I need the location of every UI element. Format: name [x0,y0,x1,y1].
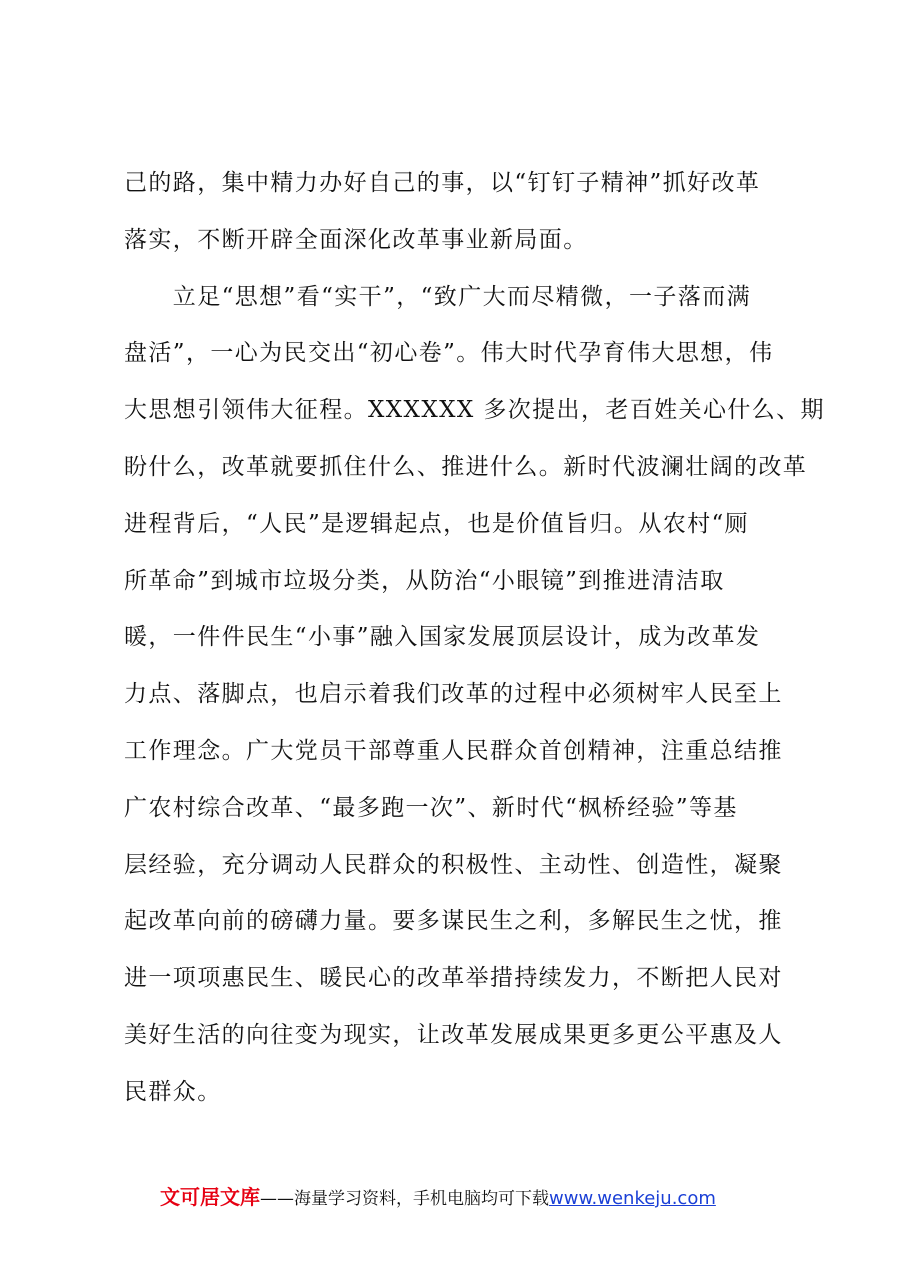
footer-tagline: ——海量学习资料，手机电脑均可下载 [260,1189,549,1209]
text-line: 盼什么，改革就要抓住什么、推进什么。新时代波澜壮阔的改革 [124,453,808,480]
footer-banner [160,1183,800,1213]
text-line: 进一项项惠民生、暖民心的改革举措持续发力，不断把人民对 [124,965,783,992]
footer-url-link[interactable]: www.wenkeju.com [549,1188,716,1209]
text-line: 力点、落脚点，也启示着我们改革的过程中必须树牢人民至上 [124,681,783,708]
text-line: 民群众。 [124,1078,222,1105]
text-line: 所革命”到城市垃圾分类，从防治“小眼镜”到推进清洁取 [124,567,725,594]
text-line: 盘活”，一心为民交出“初心卷”。伟大时代孕育伟大思想，伟 [124,340,774,367]
text-line: 立足“思想”看“实干”，“致广大而尽精微，一子落而满 [124,283,751,310]
text-line: 层经验，充分调动人民群众的积极性、主动性、创造性，凝聚 [124,851,783,878]
text-line: 工作理念。广大党员干部尊重人民群众首创精神，注重总结推 [124,737,783,764]
footer-brand: 文可居文库 [160,1185,260,1209]
text-line: 广农村综合改革、“最多跑一次”、新时代“枫桥经验”等基 [124,794,738,821]
text-line: 起改革向前的磅礴力量。要多谋民生之利，多解民生之忧，推 [124,908,783,935]
document-body [124,163,825,1129]
text-line: 大思想引领伟大征程。XXXXXX 多次提出，老百姓关心什么、期 [124,397,825,424]
text-line: 进程背后，“人民”是逻辑起点，也是价值旨归。从农村“厕 [124,510,750,537]
text-line: 美好生活的向往变为现实，让改革发展成果更多更公平惠及人 [124,1021,783,1048]
text-line: 暖，一件件民生“小事”融入国家发展顶层设计，成为改革发 [124,624,761,651]
text-line: 己的路，集中精力办好自己的事，以“钉钉子精神”抓好改革 [124,170,761,196]
text-line: 落实，不断开辟全面深化改革事业新局面。 [124,226,588,253]
